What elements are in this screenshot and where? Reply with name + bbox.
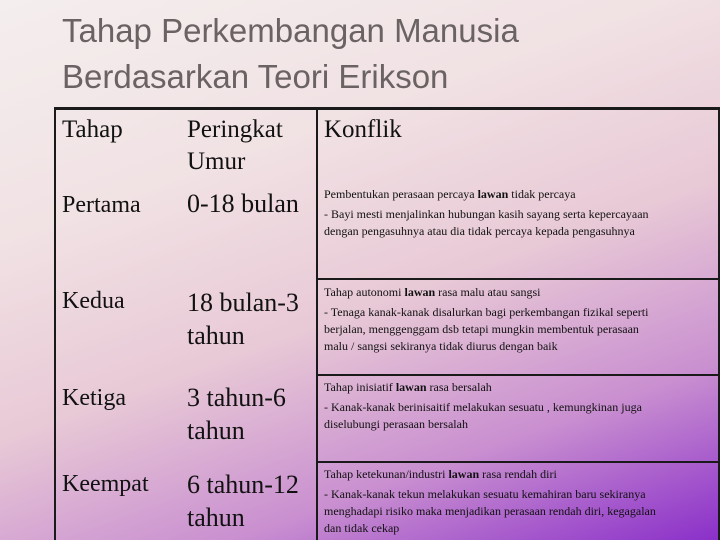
row4-conflict (324, 466, 659, 537)
row3-conflict (324, 379, 659, 433)
row-divider-3 (317, 461, 720, 463)
row1-age-line1: 0-18 bulan (187, 189, 299, 218)
row-divider-1 (317, 278, 720, 280)
row3-age-line1: 3 tahun-6 (187, 383, 286, 412)
row4-age-line1: 6 tahun-12 (187, 470, 299, 499)
row1-stage: Pertama (62, 192, 141, 218)
row3-age (187, 381, 286, 447)
conflict-column-divider (316, 107, 318, 540)
row4-age-line2: tahun (187, 503, 245, 532)
row2-age (187, 286, 299, 352)
row1-conflict-detail: - Bayi mesti menjalinkan hubungan kasih sayang serta kepercayaan dengan pengasuhnya atau dia tidak percaya kepada pengasuhnya (324, 207, 649, 238)
title-line-2: Berdasarkan Teori Erikson (62, 58, 449, 95)
row4-age (187, 468, 299, 534)
row2-age-line2: tahun (187, 321, 245, 350)
row2-conflict (324, 284, 659, 355)
row3-conflict-title: Tahap inisiatif lawan rasa bersalah (324, 380, 492, 394)
row2-conflict-detail: - Tenaga kanak-kanak disalurkan bagi perkembangan fizikal seperti berjalan, menggenggam dsb tetapi mungkin membentuk perasaan malu / sangsi sekiranya tidak diurus dengan baik (324, 305, 649, 353)
header-age-line2: Umur (187, 148, 246, 175)
slide-title (62, 8, 702, 100)
header-age (187, 114, 283, 178)
row4-conflict-detail: - Kanak-kanak tekun melakukan sesuatu kemahiran baru sekiranya menghadapi risiko maka menjadikan perasaan rendah diri, kegagalan dan tidak cekap (324, 487, 656, 535)
row3-stage: Ketiga (62, 385, 126, 411)
title-line-1: Tahap Perkembangan Manusia (62, 12, 519, 49)
row4-conflict-title: Tahap ketekunan/industri lawan rasa rendah diri (324, 467, 557, 481)
row2-conflict-title: Tahap autonomi lawan rasa malu atau sangsi (324, 285, 541, 299)
header-stage: Tahap (62, 116, 123, 143)
row1-conflict (324, 186, 659, 240)
row3-conflict-detail: - Kanak-kanak berinisaitif melakukan sesuatu , kemungkinan juga diselubungi perasaan bersalah (324, 400, 642, 431)
header-age-line1: Peringkat (187, 116, 283, 143)
row-divider-2 (317, 374, 720, 376)
row2-stage: Kedua (62, 288, 125, 314)
header-conflict: Konflik (324, 116, 402, 143)
row4-stage: Keempat (62, 471, 149, 497)
row3-age-line2: tahun (187, 416, 245, 445)
row1-conflict-title: Pembentukan perasaan percaya lawan tidak percaya (324, 187, 576, 201)
row1-age (187, 187, 299, 220)
row2-age-line1: 18 bulan-3 (187, 288, 299, 317)
